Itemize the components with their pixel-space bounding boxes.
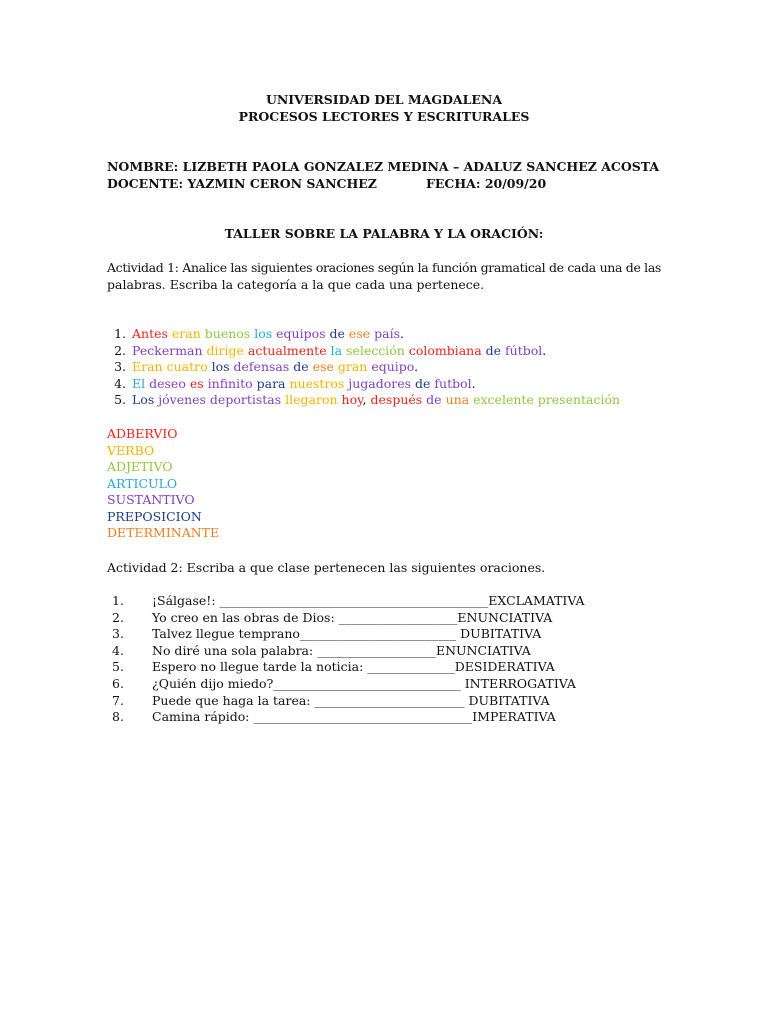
- word-sustantivo: jóvenes deportistas: [158, 392, 282, 408]
- item-number: 1.: [112, 593, 124, 608]
- sentence-class-item: [112, 693, 550, 708]
- word-verbo: eran: [171, 326, 201, 341]
- word-plain: .: [542, 342, 547, 358]
- sentence-class-item: [112, 643, 531, 658]
- word-adverbio: colombiana: [408, 342, 482, 358]
- activity1-line2: palabras. Escriba la categoría a la que cada una pertenece.: [107, 277, 485, 292]
- item-text: Yo creo en las obras de Dios: ___________________ENUNCIATIVA: [152, 609, 553, 625]
- item-text: No diré una sola palabra: ___________________ENUNCIATIVA: [152, 642, 531, 658]
- word-sustantivo: deseo: [149, 375, 186, 391]
- sentence-number: 4.: [114, 375, 126, 391]
- word-verbo: llegaron: [285, 392, 338, 408]
- item-text: ¿Quién dijo miedo?______________________________ INTERROGATIVA: [152, 676, 576, 691]
- word-preposicion: para: [256, 375, 286, 391]
- word-adjetivo: excelente presentación: [473, 392, 621, 408]
- sentence-number: 2.: [114, 342, 126, 358]
- legend-determinante: DETERMINANTE: [107, 525, 220, 540]
- activity1-line1: Actividad 1: Analice las siguientes oraciones según la función gramatical de cada una de las: [107, 260, 661, 275]
- word-plain: .: [471, 375, 476, 391]
- names-line: NOMBRE: LIZBETH PAOLA GONZALEZ MEDINA – ADALUZ SANCHEZ ACOSTA: [107, 159, 660, 174]
- item-text: Camina rápido: ___________________________________IMPERATIVA: [152, 709, 556, 725]
- activity2-instructions: Actividad 2: Escriba a que clase pertenecen las siguientes oraciones.: [107, 560, 546, 575]
- item-number: 3.: [112, 626, 124, 642]
- word-verbo: dirige: [206, 342, 244, 358]
- legend-articulo: ARTICULO: [107, 475, 178, 491]
- word-verbo: Eran cuatro: [132, 359, 208, 375]
- word-preposicion: Los: [132, 392, 155, 408]
- teacher-line: DOCENTE: YAZMIN CERON SANCHEZ: [107, 176, 377, 191]
- legend-sustantivo: SUSTANTIVO: [107, 492, 195, 507]
- word-sustantivo: jugadores: [348, 375, 412, 391]
- item-number: 8.: [112, 709, 124, 725]
- word-preposicion: de: [485, 342, 502, 358]
- word-adverbio: después: [370, 392, 423, 408]
- sentence-number: 3.: [114, 359, 126, 375]
- word-sustantivo: futbol: [434, 375, 472, 391]
- word-sustantivo: país: [374, 326, 400, 341]
- word-determinante: una: [445, 392, 470, 408]
- word-verbo: nuestros: [289, 375, 345, 391]
- course-heading: PROCESOS LECTORES Y ESCRITURALES: [238, 109, 530, 124]
- legend-adverbio: ADBERVIO: [107, 426, 178, 441]
- sentence-item: [104, 392, 620, 407]
- word-preposicion: de: [329, 326, 345, 341]
- word-articulo: El: [132, 375, 146, 391]
- item-text: Puede que haga la tarea: ________________________ DUBITATIVA: [152, 692, 550, 708]
- sentence-class-item: [112, 659, 555, 674]
- item-text: ¡Sálgase!: ___________________________________________EXCLAMATIVA: [152, 593, 585, 608]
- word-sustantivo: defensas: [233, 359, 290, 375]
- sentence-number: 5.: [114, 392, 126, 408]
- sentence-item: [104, 359, 418, 374]
- word-sustantivo: fútbol: [505, 342, 543, 358]
- item-number: 4.: [112, 642, 124, 658]
- activity1-instructions: [107, 259, 661, 293]
- sentence-class-item: [112, 676, 576, 691]
- item-text: Espero no llegue tarde la noticia: ______________DESIDERATIVA: [152, 659, 555, 675]
- word-plain: .: [400, 326, 404, 341]
- word-adjetivo: buenos: [204, 326, 251, 341]
- word-determinante: ese: [312, 359, 334, 375]
- word-sustantivo: de: [426, 392, 442, 408]
- word-adverbio: hoy: [341, 392, 363, 408]
- sentence-class-item: [112, 593, 585, 608]
- legend-verbo: VERBO: [107, 442, 155, 458]
- word-sustantivo: equipos: [276, 326, 326, 341]
- legend-preposicion: PREPOSICION: [107, 508, 202, 524]
- workshop-title: TALLER SOBRE LA PALABRA Y LA ORACIÓN:: [224, 226, 544, 241]
- word-verbo: gran: [337, 359, 368, 375]
- word-plain: ,: [362, 392, 367, 408]
- sentence-item: [104, 343, 546, 358]
- item-number: 5.: [112, 659, 124, 675]
- sentence-item: [104, 326, 404, 341]
- sentence-number: 1.: [114, 326, 126, 341]
- word-sustantivo: Peckerman: [132, 342, 203, 358]
- word-adverbio: actualmente: [247, 342, 327, 358]
- word-adjetivo: selección: [346, 342, 405, 358]
- word-preposicion: de: [293, 359, 309, 375]
- item-text: Talvez llegue temprano_________________________ DUBITATIVA: [152, 626, 542, 642]
- sentence-class-item: [112, 610, 552, 625]
- word-sustantivo: equipo: [371, 359, 415, 375]
- legend-adjetivo: ADJETIVO: [107, 459, 173, 474]
- word-articulo: los: [254, 326, 273, 341]
- sentence-item: [104, 376, 476, 391]
- university-heading: UNIVERSIDAD DEL MAGDALENA: [265, 92, 503, 107]
- word-determinante: ese: [348, 326, 371, 341]
- sentence-class-item: [112, 709, 556, 724]
- word-adverbio: es: [189, 375, 204, 391]
- word-articulo: la: [330, 342, 343, 358]
- word-preposicion: de: [415, 375, 431, 391]
- date-line: FECHA: 20/09/20: [426, 176, 547, 191]
- sentence-class-item: [112, 626, 541, 641]
- item-number: 6.: [112, 676, 124, 691]
- item-number: 2.: [112, 609, 124, 625]
- word-preposicion: los: [211, 359, 230, 375]
- word-plain: .: [414, 359, 419, 375]
- item-number: 7.: [112, 692, 124, 708]
- word-sustantivo: infinito: [207, 375, 253, 391]
- word-adverbio: Antes: [132, 326, 168, 341]
